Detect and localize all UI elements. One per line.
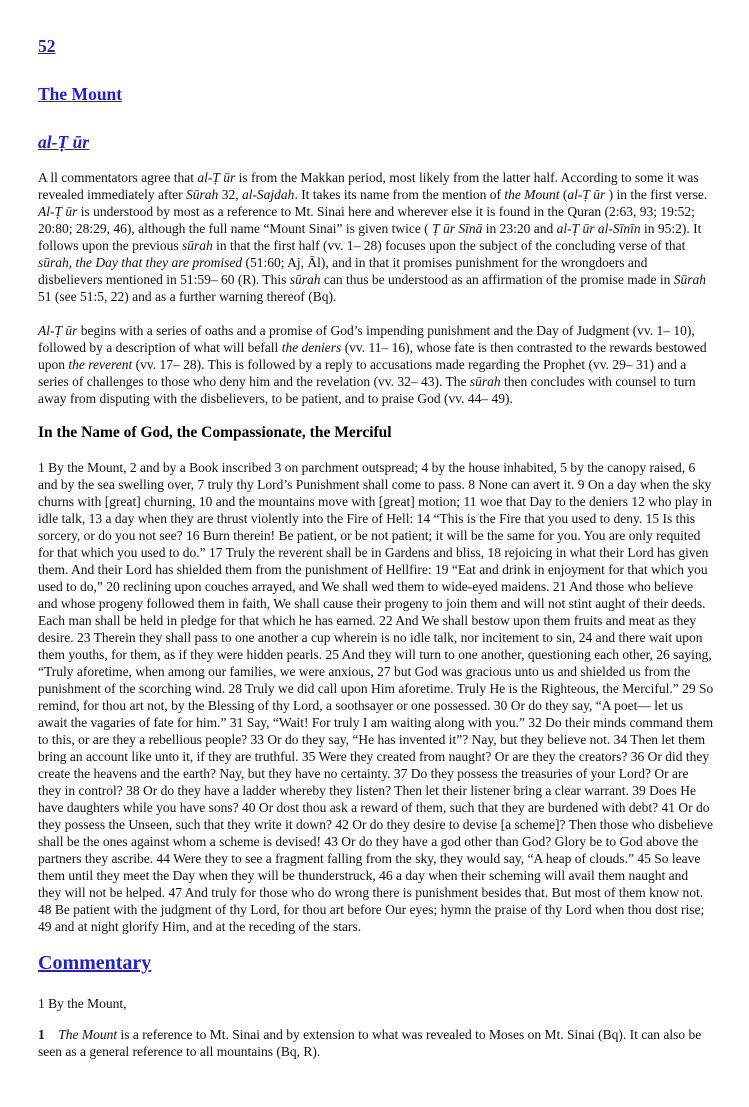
chapter-number-link[interactable]: 52 [38, 36, 56, 56]
commentary-lemma-line: 1 By the Mount, [38, 996, 127, 1012]
chapter-transliteration-heading [38, 132, 714, 153]
chapter-title-heading [38, 84, 714, 105]
commentary-heading-link[interactable]: Commentary [38, 952, 152, 975]
translation-verses-paragraph: 1 By the Mount, 2 and by a Book inscribed 3 on parchment outspread; 4 by the house inhabited, 5 by the canopy raised, 6 and by the sea swelling over, 7 truly thy Lord’s Punishment shall come to pass. 8 None can avert it. 9 On a day when the sky churns with [great] churning, 10 and the mountains move with [great] motion; 11 woe that Day to the deniers 12 who play in idle talk, 13 a day when they are thrust violently into the Fire of Hell: 14 “This is the Fire that you used to deny. 15 Is this sorcery, or do you not see? 16 Burn therein! Be patient, or be not patient; it will be the same for you. You are only requited for that which you used to do.” 17 Truly the reverent shall be in Gardens and bliss, 18 rejoicing in what their Lord has given them. And their Lord has shielded them from the punishment of Hellfire: 19 “Eat and drink in enjoyment for that which you used to do,” 20 reclining upon couches arrayed, and We shall wed them to wide-eyed maidens. 21 And those who believe and whose progeny followed them in faith, We shall cause their progeny to join them and will not stint aught of their deeds. Each man shall be held in pledge for that which he has earned. 22 And We shall bestow upon them fruits and meat as they desire. 23 Therein they shall pass to one another a cup wherein is no idle talk, nor incitement to sin, 24 and there wait upon them youths, for them, as if they were hidden pearls. 25 And they will turn to one another, questioning each other, 26 saying, “Truly aforetime, when among our families, we were anxious, 27 but God was gracious unto us and shielded us from the punishment of the scorching wind. 28 Truly we did call upon Him aforetime. Truly He is the Righteous, the Merciful.” 29 So remind, for thou art not, by the Blessing of thy Lord, a soothsayer or one possessed. 30 Or do they say, “A poet— let us await the vagaries of fate for him.” 31 Say, “Wait! For truly I am waiting along with you.” 32 Do their minds command them to this, or are they a rebellious people? 33 Or do they say, “He has invented it”? Nay, but they believe not. 34 Then let them bring an account like unto it, if they are truthful. 35 Were they created from naught? Or are they the creators? 36 Or did they create the heavens and the earth? Nay, but they have no certainty. 37 Do they possess the treasuries of your Lord? Or are they in control? 38 Or do they have a ladder whereby they listen? Then let their listener bring a clear warrant. 39 Does He have daughters while you have sons? 40 Or dost thou ask a reward of them, such that they are burdened with debt? 41 Or do they possess the Unseen, such that they write it down? 42 Or do they desire to devise [a scheme]? Then those who disbelieve shall be the ones against whom a scheme is devised! 43 Or do they have a god other than God? Glory be to God above the partners they ascribe. 44 Were they to see a fragment falling from the sky, they would say, “A heap of clouds.” 45 So leave them until they meet the Day when they will be thunderstruck, 46 a day when their scheming will avail them naught and they will not be helped. 47 And truly for those who do wrong there is punishment besides that. But most of them know not. 48 Be patient with the judgment of thy Lord, for thou art before Our eyes; hymn the praise of thy Lord when thou dost rise; 49 and at night glorify Him, and at the receding of the stars. [38, 460, 714, 935]
bismillah-heading: In the Name of God, the Compassionate, the Merciful [38, 424, 392, 441]
chapter-number-heading [38, 36, 714, 57]
intro-paragraph-1: A ll commentators agree that al-Ṭ ūr is from the Makkan period, most likely from the latter half. According to some it was revealed immediately after Sūrah 32, al-Sajdah. It takes its name from the mention of the Mount (al-Ṭ ūr ) in the first verse. Al-Ṭ ūr is understood by most as a reference to Mt. Sinai here and wherever else it is found in the Quran (2:63, 93; 19:52; 20:80; 28:29, 46), although the full name “Mount Sinai” is given twice ( Ṭ ūr Sīnā in 23:20 and al-Ṭ ūr al-Sīnīn in 95:2). It follows upon the previous sūrah in that the first half (vv. 1– 28) focuses upon the subject of the concluding verse of that sūrah, the Day that they are promised (51:60; Aj, Āl), and in that it promises punishment for the wrongdoers and disbelievers mentioned in 51:59– 60 (R). This sūrah can thus be understood as an affirmation of the promise made in Sūrah 51 (see 51:5, 22) and as a further warning thereof (Bq). [38, 170, 708, 304]
commentary-heading [38, 952, 714, 975]
intro-paragraph-2: Al-Ṭ ūr begins with a series of oaths and a promise of God’s impending punishment and the Day of Judgment (vv. 1– 10), followed by a description of what will befall the deniers (vv. 11– 16), whose fate is then contrasted to the rewards bestowed upon the reverent (vv. 17– 28). This is followed by a reply to accusations made regarding the Prophet (vv. 29– 31) and a series of challenges to those who deny him and the revelation (vv. 32– 43). The sūrah then concludes with counsel to turn away from disputing with the disbelievers, to be patient, and to praise God (vv. 44– 49). [38, 323, 707, 406]
commentary-paragraph-1: 1 The Mount is a reference to Mt. Sinai and by extension to what was revealed to Moses on Mt. Sinai (Bq). It can also be seen as a general reference to all mountains (Bq, R). [38, 1027, 702, 1060]
chapter-transliteration-link[interactable]: al-Ṭ ūr [38, 132, 90, 152]
chapter-title-link[interactable]: The Mount [38, 84, 123, 104]
